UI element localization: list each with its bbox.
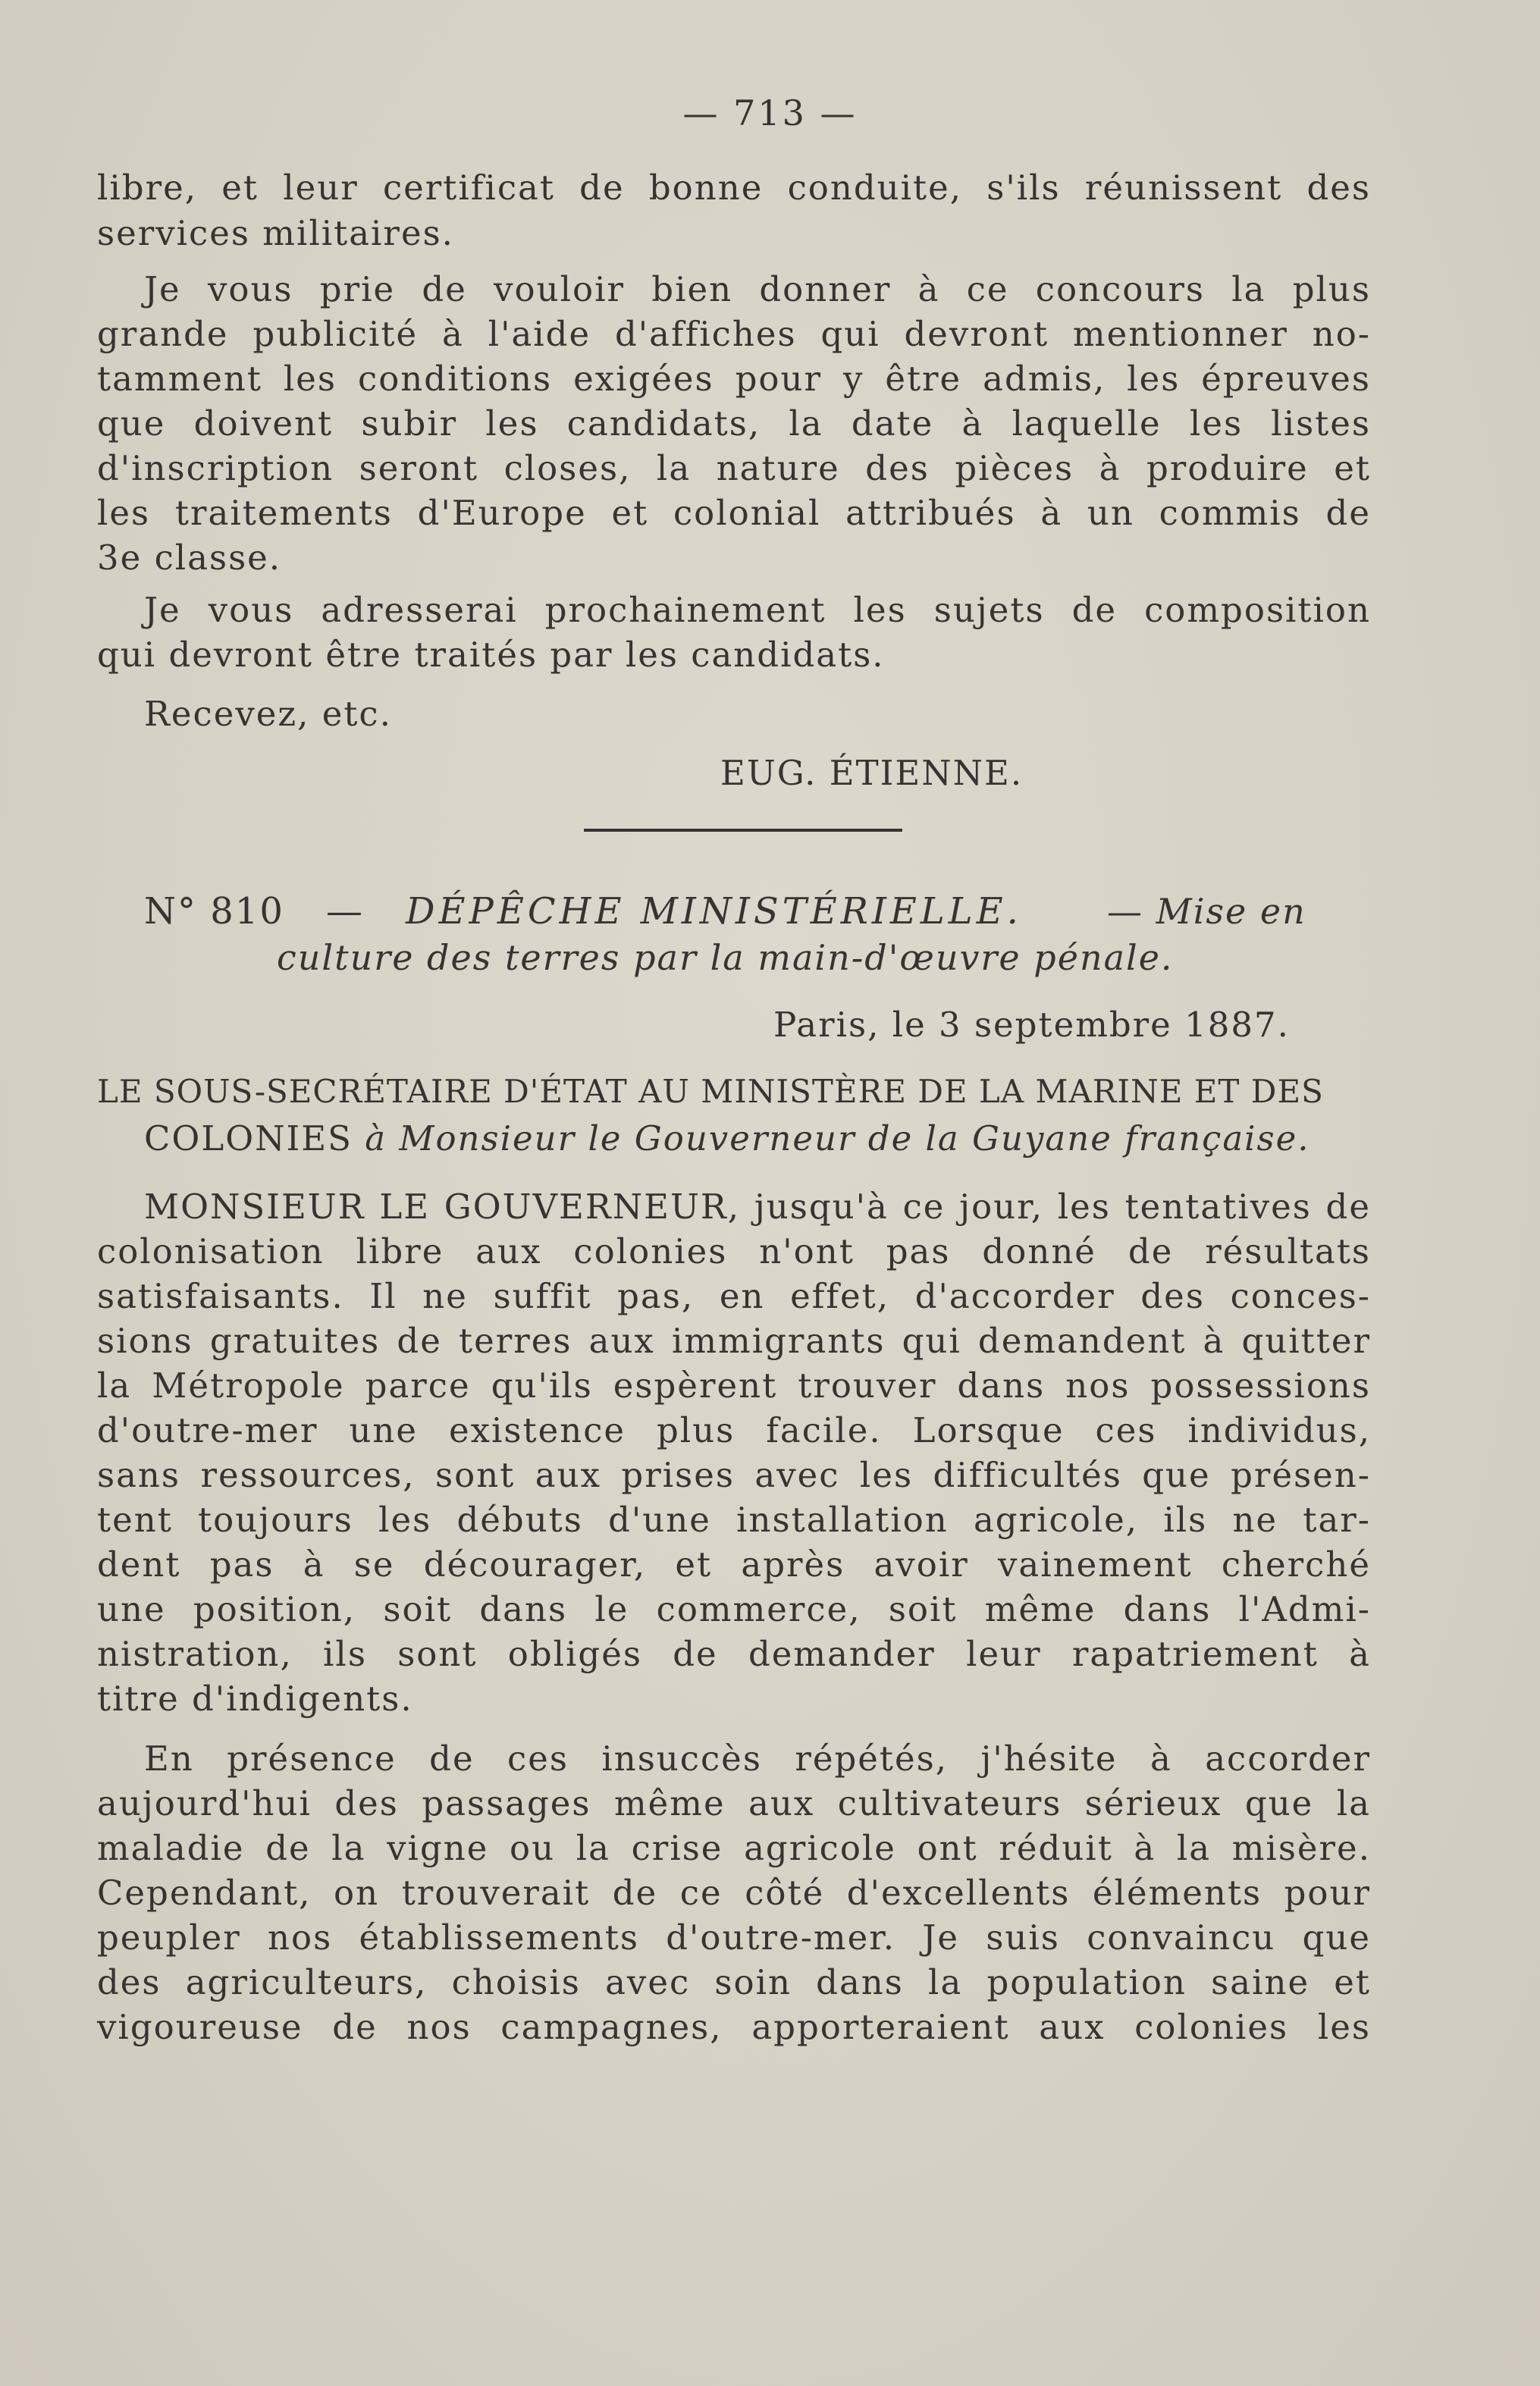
text-line: MONSIEUR LE GOUVERNEUR, jusqu'à ce jour, les tentatives de	[144, 1187, 1371, 1227]
section-divider	[584, 829, 902, 832]
text-line: Cependant, on trouverait de ce côté d'excellents éléments pour	[97, 1873, 1371, 1913]
addressee-line1: LE SOUS-SECRÉTAIRE D'ÉTAT AU MINISTÈRE DE LA MARINE ET DES	[97, 1073, 1324, 1110]
text-line: Je vous prie de vouloir bien donner à ce concours la plus	[144, 269, 1371, 309]
text-line: les traitements d'Europe et colonial attribués à un commis de	[97, 493, 1371, 533]
text-line: libre, et leur certificat de bonne conduite, s'ils réunissent des	[97, 168, 1371, 208]
text-line: grande publicité à l'aide d'affiches qui devront mentionner no-	[97, 314, 1371, 354]
text-line: qui devront être traités par les candidats.	[97, 635, 885, 675]
text-line: dent pas à se décourager, et après avoir vainement cherché	[97, 1544, 1371, 1585]
text-line: services militaires.	[97, 213, 454, 253]
text-line: la Métropole parce qu'ils espèrent trouver dans nos possessions	[97, 1365, 1371, 1406]
text-line: tent toujours les débuts d'une installation agricole, ils ne tar-	[97, 1500, 1371, 1540]
closing-formula: Recevez, etc.	[144, 694, 392, 734]
text-line: En présence de ces insuccès répétés, j'hésite à accorder	[144, 1739, 1371, 1779]
text-line: maladie de la vigne ou la crise agricole ont réduit à la misère.	[97, 1828, 1371, 1868]
text-line: titre d'indigents.	[97, 1679, 413, 1719]
text-line: colonisation libre aux colonies n'ont pas donné de résultats	[97, 1231, 1371, 1271]
page-number: — 713 —	[682, 92, 858, 133]
text-line: des agriculteurs, choisis avec soin dans la population saine et	[97, 1962, 1371, 2002]
dispatch-dash: —	[326, 890, 364, 933]
addressee-line2	[144, 1116, 1310, 1162]
text-line: que doivent subir les candidats, la date à laquelle les listes	[97, 403, 1371, 444]
text-line: une position, soit dans le commerce, soit même dans l'Admi-	[97, 1589, 1371, 1629]
signature: EUG. ÉTIENNE.	[720, 753, 1024, 793]
text-line: vigoureuse de nos campagnes, apporteraient aux colonies les	[97, 2007, 1371, 2047]
text-line: Je vous adresserai prochainement les sujets de composition	[144, 590, 1371, 630]
addressee-colonies: COLONIES	[144, 1118, 353, 1159]
text-line: d'outre-mer une existence plus facile. Lorsque ces individus,	[97, 1410, 1371, 1450]
dispatch-number: N° 810	[144, 890, 284, 933]
text-line: sions gratuites de terres aux immigrants qui demandent à quitter	[97, 1321, 1371, 1361]
text-line: satisfaisants. Il ne suffit pas, en effet, d'accorder des conces-	[97, 1276, 1371, 1316]
dispatch-date: Paris, le 3 septembre 1887.	[773, 1005, 1290, 1045]
text-line: peupler nos établissements d'outre-mer. Je suis convaincu que	[97, 1917, 1371, 1958]
text-line: nistration, ils sont obligés de demander leur rapatriement à	[97, 1634, 1371, 1674]
addressee-governor: à Monsieur le Gouverneur de la Guyane française.	[365, 1118, 1310, 1159]
dispatch-title: DÉPÊCHE MINISTÉRIELLE.	[406, 890, 1022, 933]
dispatch-subject-line1: — Mise en	[1107, 891, 1306, 932]
text-line: sans ressources, sont aux prises avec les difficultés que présen-	[97, 1455, 1371, 1495]
text-line: d'inscription seront closes, la nature des pièces à produire et	[97, 448, 1371, 488]
dispatch-subject-line2: culture des terres par la main-d'œuvre pénale.	[277, 937, 1174, 978]
text-line: tamment les conditions exigées pour y être admis, les épreuves	[97, 359, 1371, 399]
text-line: 3e classe.	[97, 538, 282, 578]
text-line: aujourd'hui des passages même aux cultivateurs sérieux que la	[97, 1783, 1371, 1823]
